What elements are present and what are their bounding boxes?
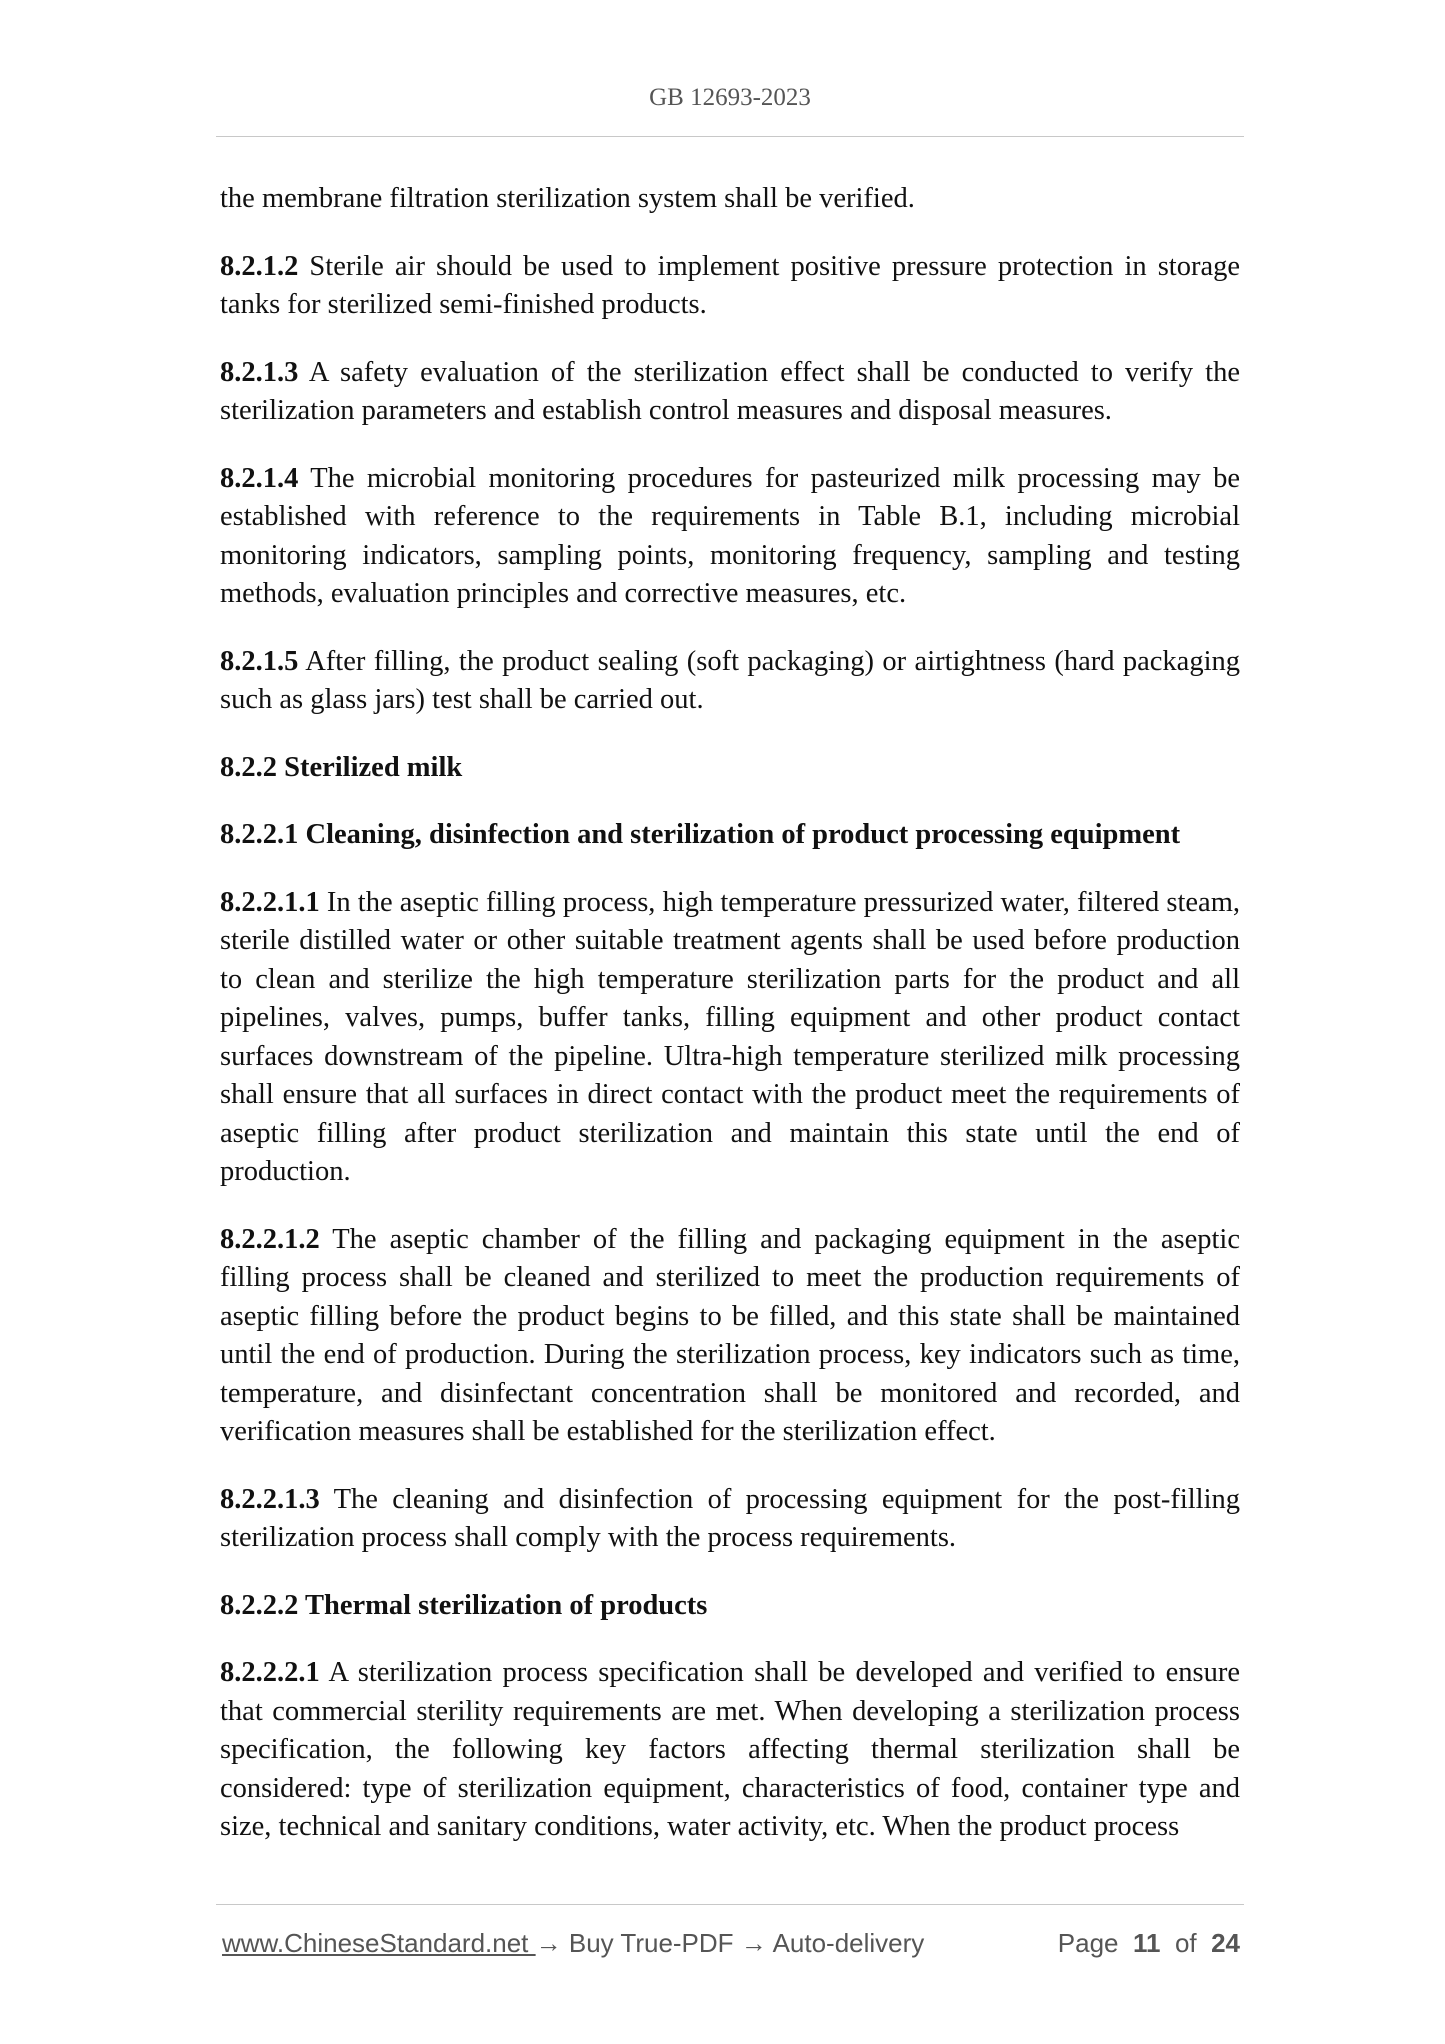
paragraph: 8.2.1.3 A safety evaluation of the sterilization effect shall be conducted to verify the sterilization parameters and establish control measures and disposal measures. [220,356,1240,426]
clause-number: 8.2.1.5 [220,645,299,677]
paragraph: 8.2.1.5 After filling, the product sealing (soft packaging) or airtightness (hard packaging such as glass jars) test shall be carried out. [220,645,1240,715]
clause-number: 8.2.2.1.2 [220,1223,320,1255]
paragraph: 8.2.1.2 Sterile air should be used to implement positive pressure protection in storage tanks for sterilized semi-finished products. [220,250,1240,320]
clause-number: 8.2.1.2 [220,250,299,282]
document-body [220,180,1240,1876]
paragraph: 8.2.1.4 The microbial monitoring procedures for pasteurized milk processing may be established with reference to the requirements in Table B.1, including microbial monitoring indicators, sampling points, monitoring frequency, sampling and testing methods, evaluation principles and corrective measures, etc. [220,462,1240,609]
current-page-number: 11 [1132,1927,1161,1958]
document-header-title: GB 12693-2023 [649,84,811,111]
paragraph: 8.2.2.2.1 A sterilization process specification shall be developed and verified to ensure that commercial sterility requirements are met. When developing a sterilization process specification, the following key factors affecting thermal sterilization shall be considered: type of sterilization equipment, characteristics of food, container type and size, technical and sanitary conditions, water activity, etc. When the product process [220,1657,1240,1842]
paragraph: 8.2.2.1.2 The aseptic chamber of the filling and packaging equipment in the aseptic filling process shall be cleaned and sterilized to meet the production requirements of aseptic filling before the product begins to be filled, and this state shall be maintained until the end of production. During the sterilization process, key indicators such as time, temperature, and disinfectant concentration shall be monitored and recorded, and verification measures shall be established for the sterilization effect. [220,1223,1240,1447]
clause-number: 8.2.1.3 [220,356,299,388]
page-footer [222,1925,1240,1961]
arrow-icon: → [740,1927,767,1958]
website-link[interactable]: www.ChineseStandard.net [222,1927,536,1958]
section-heading: 8.2.2.1 Cleaning, disinfection and sterilization of product processing equipment [220,819,1181,850]
auto-delivery-text: Auto-delivery [766,1927,925,1958]
clause-number: 8.2.2.2.1 [220,1657,320,1688]
clause-number: 8.2.2.1.1 [220,886,320,918]
section-heading: 8.2.2 Sterilized milk [220,751,463,783]
clause-number: 8.2.1.4 [220,462,299,494]
total-pages-number: 24 [1211,1927,1240,1958]
paragraph: 8.2.2.1.1 In the aseptic filling process, high temperature pressurized water, filtered steam, sterile distilled water or other suitable treatment agents shall be used before production to clean and sterilize the high temperature sterilization parts for the product and all pipelines, valves, pumps, buffer tanks, filling equipment and other product contact surfaces downstream of the pipeline. Ultra-high temperature sterilized milk processing shall ensure that all surfaces in direct contact with the product meet the requirements of aseptic filling after product sterilization and maintain this state until the end of production. [220,886,1240,1187]
footer-divider [216,1904,1244,1905]
paragraph: 8.2.2.1.3 The cleaning and disinfection of processing equipment for the post-filling sterilization process shall comply with the process requirements. [220,1483,1240,1553]
arrow-icon: → [535,1927,562,1958]
header-divider [216,136,1244,137]
page-indicator: Page 11 of 24 [1057,1927,1240,1958]
buy-true-pdf-text: Buy True-PDF [561,1927,741,1958]
section-heading: 8.2.2.2 Thermal sterilization of products [220,1589,708,1621]
clause-number: 8.2.2.1.3 [220,1483,320,1515]
paragraph: the membrane filtration sterilization system shall be verified. [220,183,915,214]
footer-links [222,1928,924,1959]
